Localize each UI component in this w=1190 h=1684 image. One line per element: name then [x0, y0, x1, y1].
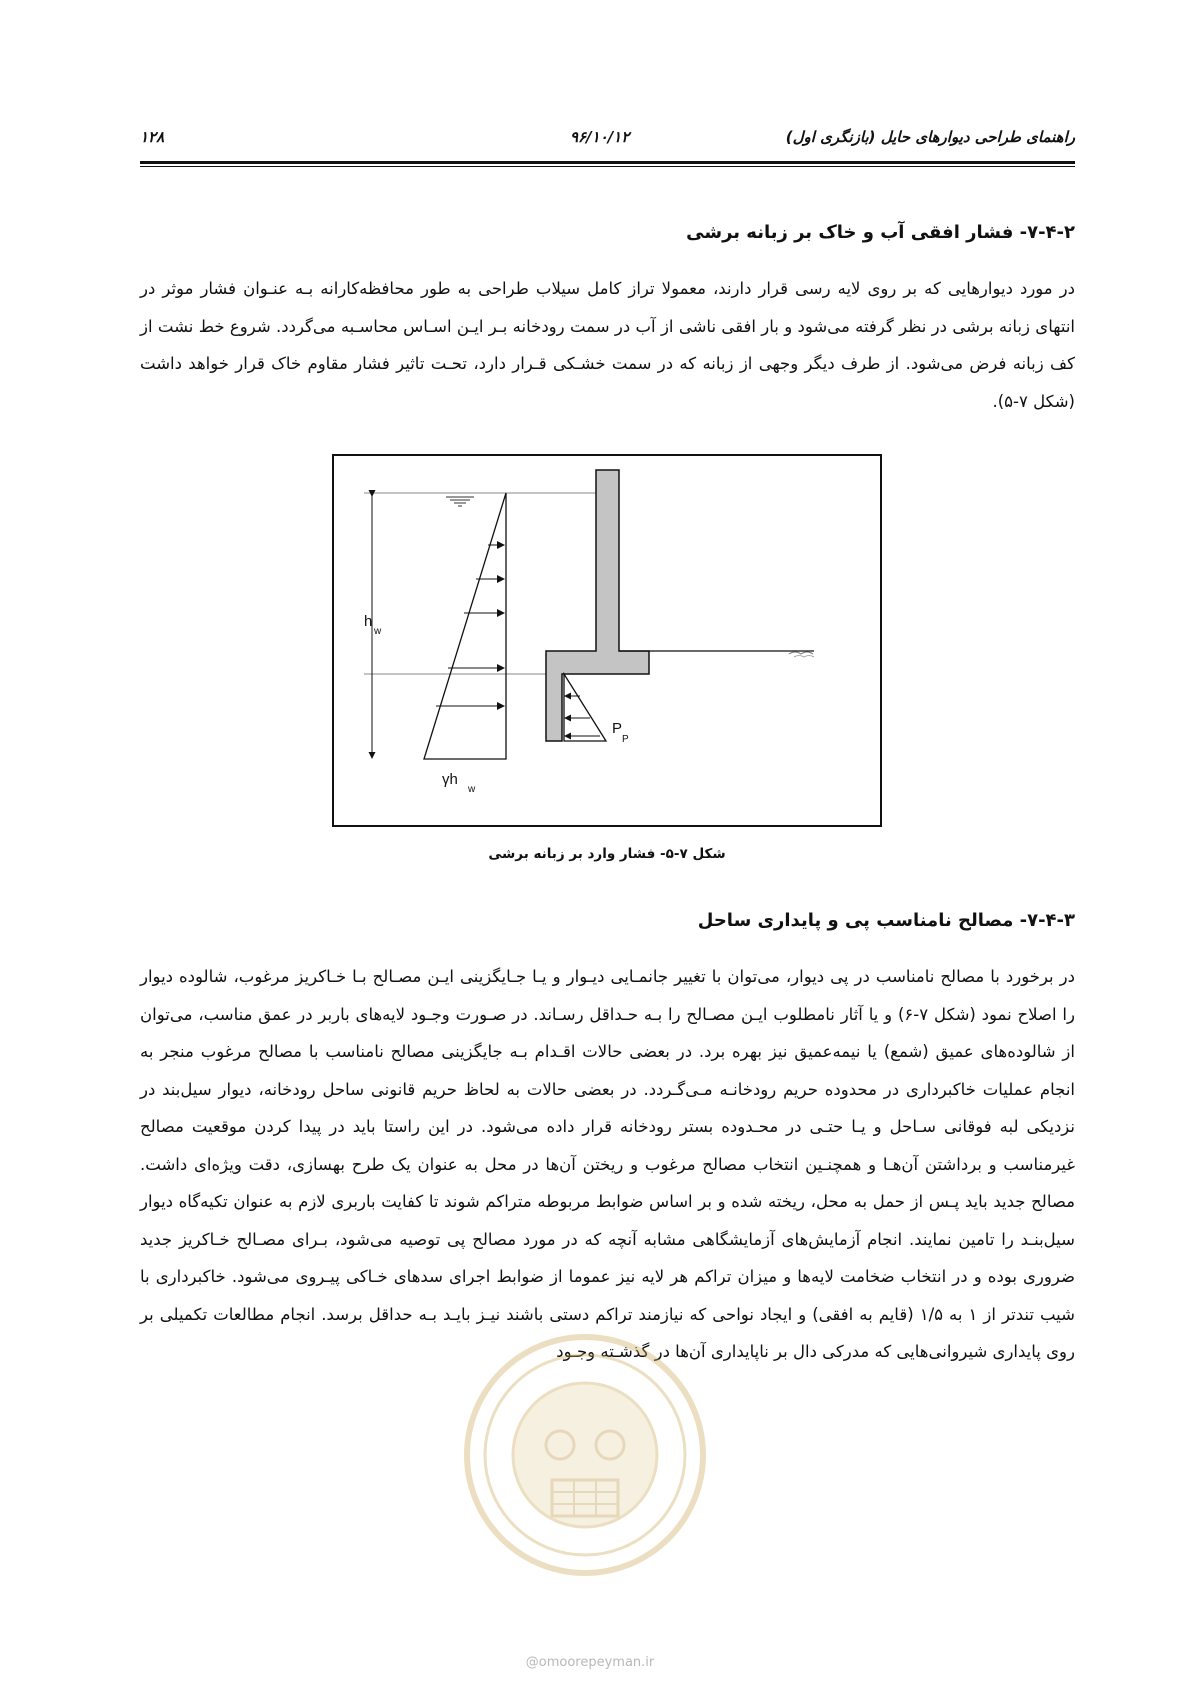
figure-caption: شکل ۷-۵- فشار وارد بر زبانه برشی — [488, 846, 726, 862]
header-rule-thin — [140, 166, 1075, 167]
pp-label-subscript: P — [622, 734, 629, 745]
paragraph-7-4-3: در برخورد با مصالح نامناسب در پی دیوار، می‌توان با تغییر جانمـایی دیـوار و یـا جـایگزینی ایـن مصـالح بـا خـاکریز مرغوب، شالوده دیوار را اصلاح نمود (شکل ۷-۶) و یا آثار نامطلوب ایـن مصـالح را بـه حـداقل رسـاند. در صـورت وجـود لایه‌های باربر در عمق مناسب، می‌توان از شالوده‌های عمیق (شمع) یا نیمه‌عمیق نیز بهره برد. در بعضی حالات اقـدام بـه جایگزینی مصالح نامناسب با مصالح مرغوب منجر به انجام عملیات خاکبرداری در محدوده حریم رودخانـه مـی‌گـردد. در بعضی حالات به لحاظ حریم قانونی ساحل رودخانه، دیوار سیل‌بند در نزدیکی لبه فوقانی سـاحل و یـا حتـی در محـدوده بستر رودخانه قرار داده می‌شود. در این راستا باید در پیدا کردن موقعیت مصالح غیرمناسب و برداشتن آن‌هـا و همچنـین انتخاب مصالح مرغوب و ریختن آن‌ها در محل به عنوان یک طرح بهسازی، دقت ویژه‌ای داشت. مصالح جدید باید پـس از حمل به محل، ریخته شده و بر اساس ضوابط مربوطه متراکم شوند تا کفایت باربری لازم به عنوان تکیه‌گاه دیوار سیل‌بنـد را تامین نمایند. انجام آزمایش‌های آزمایشگاهی مشابه آنچه که در مورد مصالح پی توصیه می‌شود، بـرای مصـالح خـاکریز جدید ضروری بوده و در انتخاب ضخامت لایه‌ها و میزان تراکم هر لایه نیز عموما از ضوابط اجرای سدهای خـاکی پیـروی می‌شود. خاکبرداری با شیب تندتر از ۱ به ۱/۵ (قایم به افقی) و ایجاد نواحی که نیازمند تراکم دستی باشند نیـز بایـد بـه حداقل برسد. انجام مطالعات تکمیلی بر روی پایداری شیروانی‌هایی که مدرکی دال بر ناپایداری آن‌ها در گذشـته وجـود — [140, 967, 1075, 1361]
watermark-text: @omoorepeyman.ir — [525, 1655, 655, 1670]
header-date: ۹۶/۱۰/۱۲ — [570, 128, 630, 146]
hw-label-subscript: w — [374, 626, 382, 637]
gamma-hw-label: γh — [442, 771, 458, 788]
section-title-7-4-2: ۷-۴-۲- فشار افقی آب و خاک بر زبانه برشی — [686, 222, 1075, 243]
pp-label: P — [612, 720, 623, 737]
section-title-7-4-3: ۷-۴-۳- مصالح نامناسب پی و پایداری ساحل — [697, 910, 1075, 931]
paragraph-7-4-2: در مورد دیوارهایی که بر روی لایه رسی قرار دارند، معمولا تراز کامل سیلاب طراحی به طور محافظه‌کارانه بـه عنـوان فشار موثر در انتهای زبانه برشی در نظر گرفته می‌شود و بار افقی ناشی از آب در سمت رودخانه بـر ایـن اسـاس محاسـبه می‌گردد. شروع خط نشت از کف زبانه فرض می‌شود. از طرف دیگر وجهی از زبانه که در سمت خشـکی قـرار دارد، تحـت تاثیر فشار مقاوم خاک قرار خواهد داشت (شکل ۷-۵). — [140, 279, 1075, 411]
passive-pressure-triangle — [564, 674, 606, 741]
water-pressure-triangle — [424, 493, 506, 759]
gamma-hw-label-subscript: w — [468, 784, 476, 795]
page-header — [140, 128, 1075, 152]
figure-7-5 — [332, 454, 882, 827]
header-rule-thick — [140, 161, 1075, 164]
retaining-wall-section — [546, 470, 649, 741]
hw-label: h — [364, 613, 373, 630]
water-level-icon — [446, 497, 474, 506]
header-title: راهنمای طراحی دیوارهای حایل (بازنگری اول) — [785, 128, 1075, 146]
shear-key-pressure-diagram — [334, 456, 884, 829]
ground-hatch-icon — [789, 652, 814, 657]
page-number: ۱۲۸ — [140, 128, 165, 146]
